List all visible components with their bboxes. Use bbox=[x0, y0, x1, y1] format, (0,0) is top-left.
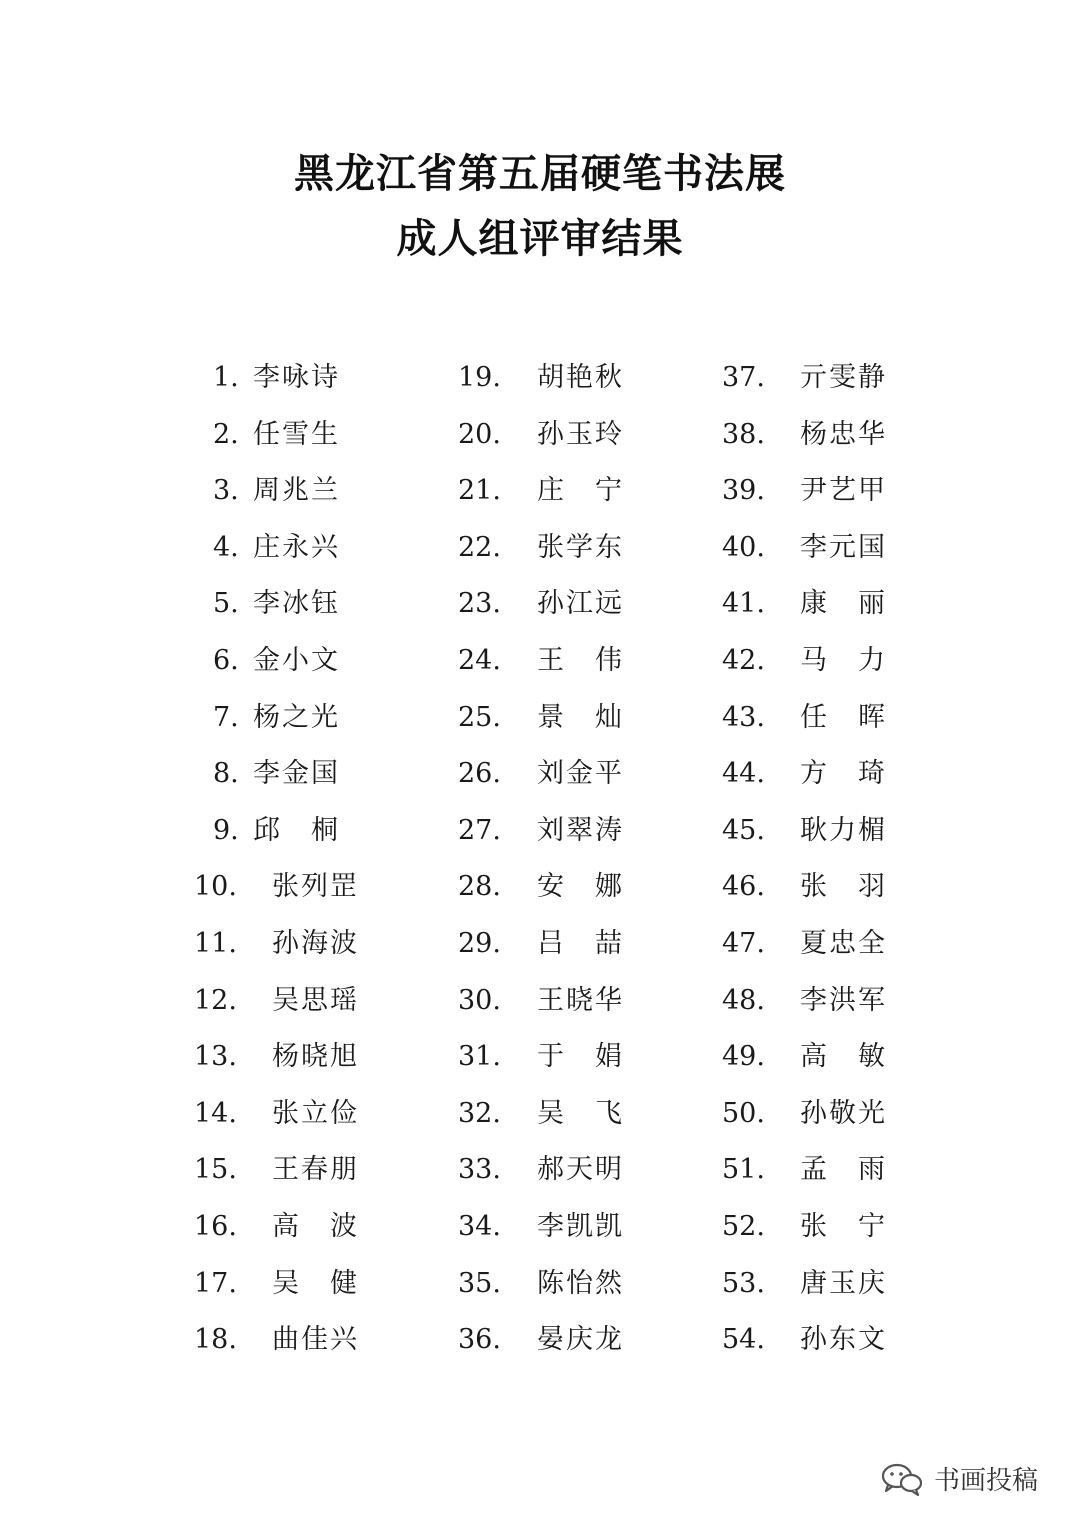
result-number: 41. bbox=[722, 588, 765, 620]
result-name: 李冰钰 bbox=[253, 588, 340, 620]
result-number: 31. bbox=[458, 1041, 501, 1073]
result-number: 23. bbox=[458, 588, 501, 620]
result-number: 45. bbox=[722, 814, 765, 846]
result-number: 34. bbox=[458, 1210, 501, 1242]
result-name: 任 晖 bbox=[800, 701, 887, 733]
result-number: 42. bbox=[722, 644, 765, 676]
result-name: 孙玉玲 bbox=[537, 418, 624, 450]
result-number: 15. bbox=[194, 1154, 237, 1186]
result-name: 李金国 bbox=[253, 758, 340, 790]
result-number: 27. bbox=[458, 814, 501, 846]
watermark-text: 书画投稿 bbox=[934, 1466, 1039, 1496]
result-number: 36. bbox=[458, 1324, 501, 1356]
result-number: 10. bbox=[194, 871, 237, 903]
result-name: 孟 雨 bbox=[800, 1154, 887, 1186]
result-name: 耿力楣 bbox=[800, 814, 887, 846]
result-name: 刘翠涛 bbox=[537, 814, 624, 846]
result-number: 20. bbox=[458, 418, 501, 450]
result-name: 孙海波 bbox=[272, 927, 359, 959]
result-name: 孙敬光 bbox=[800, 1097, 887, 1129]
result-name: 王春朋 bbox=[272, 1154, 359, 1186]
result-number: 52. bbox=[722, 1210, 765, 1242]
result-number: 18. bbox=[194, 1324, 237, 1356]
result-name: 李元国 bbox=[800, 531, 887, 563]
result-name: 马 力 bbox=[800, 644, 887, 676]
result-name: 于 娟 bbox=[537, 1041, 624, 1073]
result-name: 亓雯静 bbox=[800, 362, 887, 393]
result-number: 33. bbox=[458, 1154, 501, 1186]
result-name: 李洪军 bbox=[800, 984, 887, 1016]
result-number: 53. bbox=[722, 1267, 765, 1299]
result-name: 张 宁 bbox=[800, 1210, 887, 1242]
result-name: 夏忠全 bbox=[800, 927, 887, 959]
page-title: 黑龙江省第五届硬笔书法展 bbox=[294, 150, 786, 197]
result-number: 14. bbox=[194, 1097, 237, 1129]
result-name: 任雪生 bbox=[253, 418, 340, 450]
result-number: 5. bbox=[213, 588, 239, 620]
result-name: 陈怡然 bbox=[537, 1267, 624, 1299]
result-name: 庄 宁 bbox=[537, 475, 624, 507]
result-number: 17. bbox=[194, 1267, 237, 1299]
result-number: 16. bbox=[194, 1210, 237, 1242]
result-name: 刘金平 bbox=[537, 758, 624, 790]
result-number: 37. bbox=[722, 362, 765, 393]
result-name: 杨晓旭 bbox=[272, 1041, 359, 1073]
result-number: 8. bbox=[213, 758, 239, 790]
result-number: 29. bbox=[458, 927, 501, 959]
result-number: 3. bbox=[213, 475, 239, 507]
result-name: 杨之光 bbox=[253, 701, 340, 733]
result-name: 张列罡 bbox=[272, 871, 359, 903]
result-number: 39. bbox=[722, 475, 765, 507]
result-name: 吕 喆 bbox=[537, 927, 624, 959]
result-name: 康 丽 bbox=[800, 588, 887, 620]
result-number: 44. bbox=[722, 758, 765, 790]
result-name: 张学东 bbox=[537, 531, 624, 563]
result-number: 43. bbox=[722, 701, 765, 733]
result-name: 吴 飞 bbox=[537, 1097, 624, 1129]
result-name: 唐玉庆 bbox=[800, 1267, 887, 1299]
result-name: 吴 健 bbox=[272, 1267, 359, 1299]
result-number: 35. bbox=[458, 1267, 501, 1299]
result-number: 50. bbox=[722, 1097, 765, 1129]
result-number: 9. bbox=[213, 814, 239, 846]
result-name: 李凯凯 bbox=[537, 1210, 624, 1242]
result-name: 庄永兴 bbox=[253, 531, 340, 563]
result-name: 周兆兰 bbox=[253, 475, 340, 507]
result-number: 49. bbox=[722, 1041, 765, 1073]
result-name: 杨忠华 bbox=[800, 418, 887, 450]
result-number: 47. bbox=[722, 927, 765, 959]
result-number: 4. bbox=[213, 531, 239, 563]
result-number: 13. bbox=[194, 1041, 237, 1073]
result-number: 54. bbox=[722, 1324, 765, 1356]
result-number: 7. bbox=[213, 701, 239, 733]
page-subtitle: 成人组评审结果 bbox=[396, 215, 684, 262]
result-name: 郝天明 bbox=[537, 1154, 624, 1186]
result-name: 方 琦 bbox=[800, 758, 887, 790]
result-number: 32. bbox=[458, 1097, 501, 1129]
result-number: 11. bbox=[194, 927, 237, 959]
watermark bbox=[880, 1460, 1038, 1497]
result-name: 孙东文 bbox=[800, 1324, 887, 1356]
wechat-icon bbox=[880, 1461, 924, 1497]
result-name: 金小文 bbox=[253, 644, 340, 676]
result-number: 1. bbox=[213, 362, 239, 393]
result-name: 高 波 bbox=[272, 1210, 359, 1242]
result-name: 张立俭 bbox=[272, 1097, 359, 1129]
result-name: 胡艳秋 bbox=[537, 362, 624, 393]
result-number: 6. bbox=[213, 644, 239, 676]
result-name: 安 娜 bbox=[537, 871, 624, 903]
result-number: 48. bbox=[722, 984, 765, 1016]
result-name: 景 灿 bbox=[537, 701, 624, 733]
result-number: 22. bbox=[458, 531, 501, 563]
result-number: 51. bbox=[722, 1154, 765, 1186]
result-name: 邱 桐 bbox=[253, 814, 340, 846]
result-number: 28. bbox=[458, 871, 501, 903]
result-number: 40. bbox=[722, 531, 765, 563]
result-number: 12. bbox=[194, 984, 237, 1016]
result-number: 2. bbox=[213, 418, 239, 450]
result-number: 38. bbox=[722, 418, 765, 450]
result-name: 尹艺甲 bbox=[800, 475, 887, 507]
result-number: 25. bbox=[458, 701, 501, 733]
result-name: 王 伟 bbox=[537, 644, 624, 676]
result-name: 高 敏 bbox=[800, 1041, 887, 1073]
result-number: 26. bbox=[458, 758, 501, 790]
result-name: 曲佳兴 bbox=[272, 1324, 359, 1356]
result-name: 吴思瑶 bbox=[272, 984, 359, 1016]
result-name: 王晓华 bbox=[537, 984, 624, 1016]
result-number: 30. bbox=[458, 984, 501, 1016]
result-number: 46. bbox=[722, 871, 765, 903]
result-name: 晏庆龙 bbox=[537, 1324, 624, 1356]
result-name: 孙江远 bbox=[537, 588, 624, 620]
result-number: 21. bbox=[458, 475, 501, 507]
result-name: 张 羽 bbox=[800, 871, 887, 903]
result-name: 李咏诗 bbox=[253, 362, 340, 393]
result-number: 19. bbox=[458, 362, 501, 393]
result-number: 24. bbox=[458, 644, 501, 676]
